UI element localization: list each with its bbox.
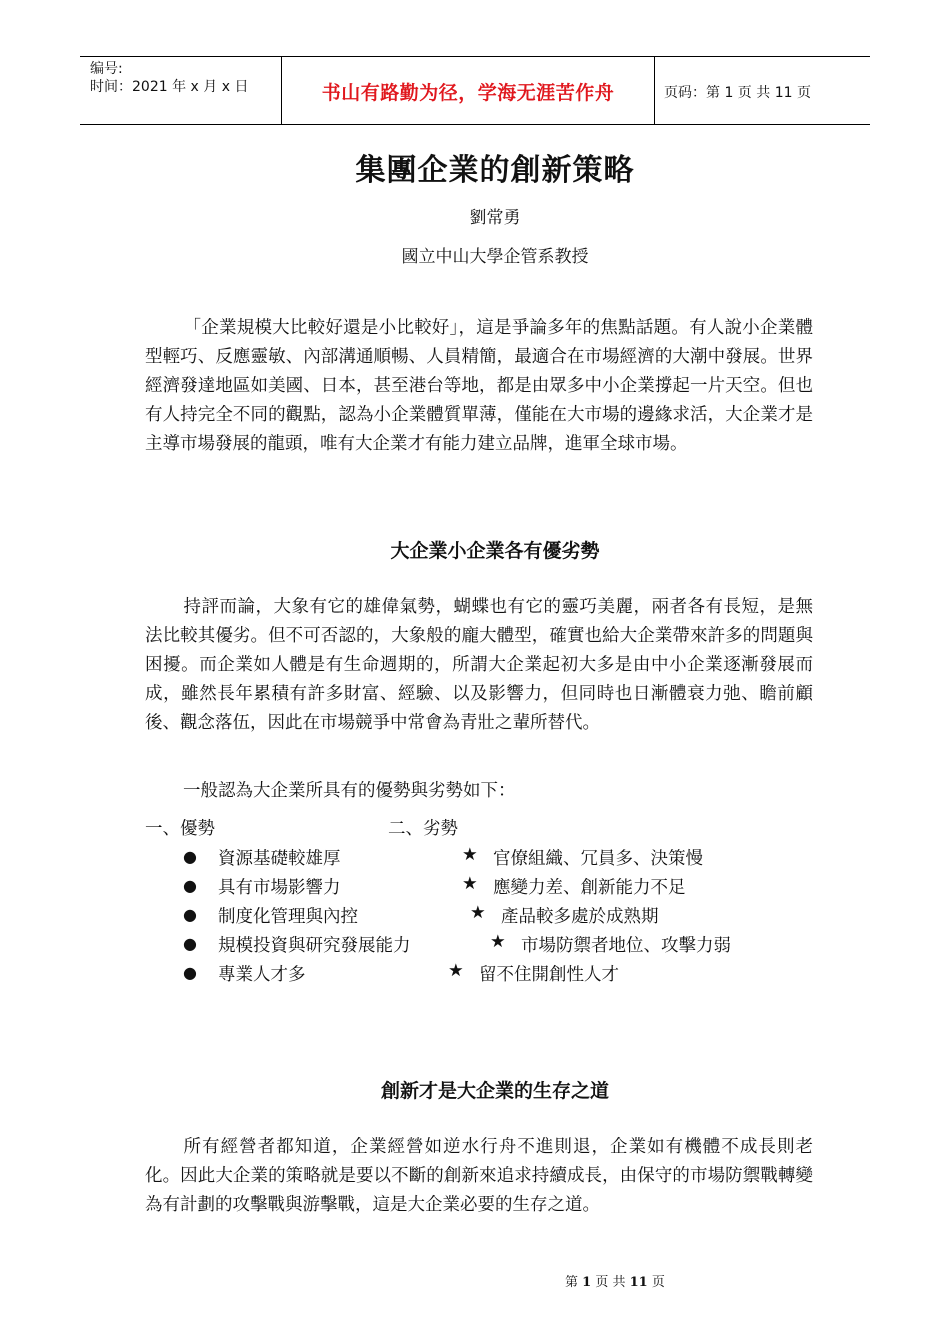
header-divider-right <box>654 57 655 124</box>
disadvantages-heading: 二、劣勢 <box>388 819 458 839</box>
page-footer <box>565 1271 665 1290</box>
bullet-icon: ● <box>183 934 197 953</box>
star-icon: ★ <box>490 932 506 952</box>
disadvantage-item: 留不住開創性人才 <box>479 965 619 985</box>
footer-suffix: 页 <box>651 1275 665 1290</box>
footer-total-pages: 11 <box>629 1275 648 1290</box>
article-title: 集團企業的創新策略 <box>355 153 635 188</box>
bullet-icon: ● <box>183 876 197 895</box>
advantage-item: 資源基礎較雄厚 <box>218 849 341 869</box>
footer-prefix: 第 <box>565 1275 579 1290</box>
header-number-label: 编号: <box>90 61 123 77</box>
disadvantage-item: 應變力差、創新能力不足 <box>493 878 686 898</box>
article-author: 劉常勇 <box>469 208 521 228</box>
footer-middle: 页 共 <box>595 1275 626 1290</box>
disadvantage-item: 產品較多處於成熟期 <box>501 907 659 927</box>
section-heading-2: 創新才是大企業的生存之道 <box>380 1080 609 1102</box>
bullet-icon: ● <box>183 905 197 924</box>
section-heading-1: 大企業小企業各有優劣勢 <box>390 540 600 562</box>
advantage-item: 專業人才多 <box>218 965 306 985</box>
bullet-icon: ● <box>183 847 197 866</box>
footer-page-number: 1 <box>582 1275 592 1290</box>
advantage-item: 具有市場影響力 <box>218 878 341 898</box>
header-bottom-rule <box>80 124 870 125</box>
bullet-icon: ● <box>183 963 197 982</box>
paragraph-innovation: 所有經營者都知道，企業經營如逆水行舟不進則退，企業如有機體不成長則老化。因此大企業的策略就是要以不斷的創新來追求持續成長，由保守的市場防禦戰轉變為有計劃的攻擊戰與游擊戰，這是大企業必要的生存之道。 <box>145 1137 813 1215</box>
advantage-item: 規模投資與研究發展能力 <box>218 936 411 956</box>
header-meta <box>90 60 248 96</box>
advantages-heading: 一、優勢 <box>145 819 215 839</box>
star-icon: ★ <box>470 903 486 923</box>
star-icon: ★ <box>448 961 464 981</box>
star-icon: ★ <box>462 845 478 865</box>
paragraph-list-intro: 一般認為大企業所具有的優勢與劣勢如下： <box>183 781 516 801</box>
header-top-rule <box>80 56 870 57</box>
paragraph-intro: 「企業規模大比較好還是小比較好」，這是爭論多年的焦點話題。有人說小企業體型輕巧、反應靈敏、內部溝通順暢、人員精簡，最適合在市場經濟的大潮中發展。世界經濟發達地區如美國、日本，甚至港台等地，都是由眾多中小企業撐起一片天空。但也有人持完全不同的觀點，認為小企業體質單薄，僅能在大市場的邊緣求活，大企業才是主導市場發展的龍頭，唯有大企業才有能力建立品牌，進軍全球市場。 <box>145 318 813 454</box>
disadvantage-item: 官僚組織、冗員多、決策慢 <box>493 849 703 869</box>
advantage-item: 制度化管理與內控 <box>218 907 358 927</box>
article-affiliation: 國立中山大學企管系教授 <box>401 247 589 267</box>
header-time-label: 时间：2021 年 x 月 x 日 <box>90 79 249 95</box>
header-page-info: 页码：第 1 页 共 11 页 <box>664 85 811 101</box>
paragraph-comparison: 持評而論，大象有它的雄偉氣勢，蝴蝶也有它的靈巧美麗，兩者各有長短，是無法比較其優劣。但不可否認的，大象般的龐大體型，確實也給大企業帶來許多的問題與困擾。而企業如人體是有生命週期的，所謂大企業起初大多是由中小企業逐漸發展而成，雖然長年累積有許多財富、經驗、以及影響力，但同時也日漸體衰力弛、瞻前顧後、觀念落伍，因此在市場競爭中常會為青壯之輩所替代。 <box>145 597 813 733</box>
disadvantage-item: 市場防禦者地位、攻擊力弱 <box>521 936 731 956</box>
star-icon: ★ <box>462 874 478 894</box>
header-motto: 书山有路勤为径，学海无涯苦作舟 <box>321 82 615 104</box>
